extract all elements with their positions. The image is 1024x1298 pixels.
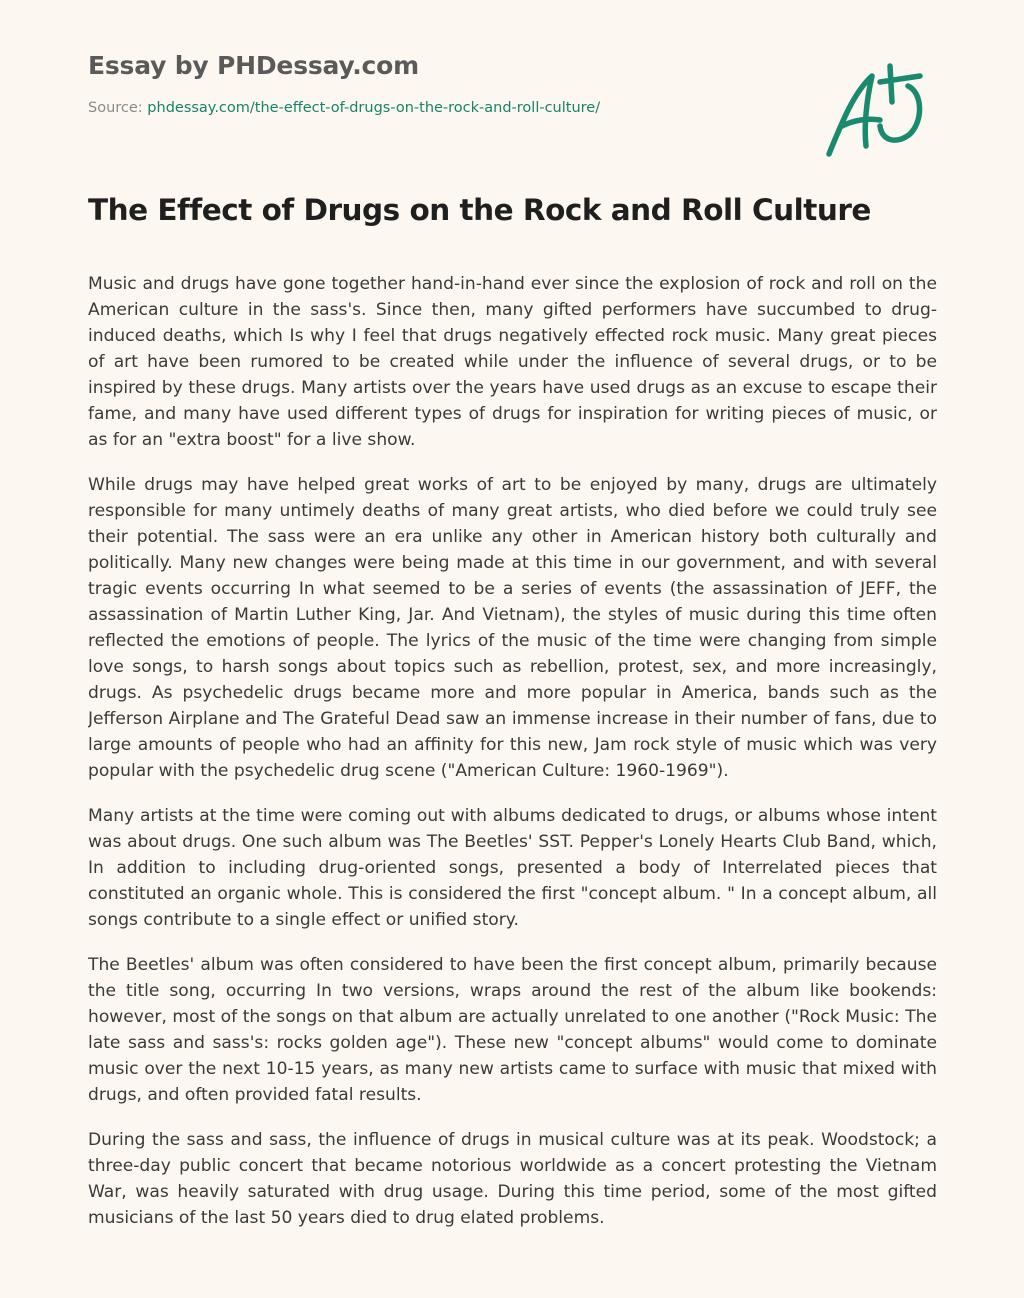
essay-body xyxy=(88,271,937,1253)
essay-paragraph: Music and drugs have gone together hand-in-hand ever since the explosion of rock and roll on the American culture in the sass's. Since then, many gifted performers have succumbed to drug-induced deaths, which Is why I feel that drugs negatively effected rock music. Many great pieces of art have been rumored to be created while under the influence of several drugs, or to be inspired by these drugs. Many artists over the years have used drugs as an excuse to escape their fame, and many have used different types of drugs for inspiration for writing pieces of music, or as for an "extra boost" for a live show. xyxy=(88,274,937,450)
a-plus-grade-logo-icon xyxy=(820,62,930,162)
site-brand: Essay by PHDessay.com xyxy=(88,51,419,80)
essay-title: The Effect of Drugs on the Rock and Roll Culture xyxy=(88,193,871,227)
source-line xyxy=(88,98,788,118)
essay-paragraph: While drugs may have helped great works of art to be enjoyed by many, drugs are ultimately responsible for many untimely deaths of many great artists, who died before we could truly see their potential. The sass were an era unlike any other in American history both culturally and politically. Many new changes were being made at this time in our government, and with several tragic events occurring In what seemed to be a series of events (the assassination of JEFF, the assassination of Martin Luther King, Jar. And Vietnam), the styles of music during this time often reflected the emotions of people. The lyrics of the music of the time were changing from simple love songs, to harsh songs about topics such as rebellion, protest, sex, and more increasingly, drugs. As psychedelic drugs became more and more popular in America, bands such as the Jefferson Airplane and The Grateful Dead saw an immense increase in their number of fans, due to large amounts of people who had an affinity for this new, Jam rock style of music which was very popular with the psychedelic drug scene ("American Culture: 1960-1969"). xyxy=(88,475,937,781)
source-label: Source: xyxy=(88,100,148,116)
essay-paragraph: During the sass and sass, the influence of drugs in musical culture was at its peak. Woodstock; a three-day public concert that became notorious worldwide as a concert protesting the Vietnam War, was heavily saturated with drug usage. During this time period, some of the most gifted musicians of the last 50 years died to drug elated problems. xyxy=(88,1130,937,1228)
essay-paragraph: The Beetles' album was often considered to have been the first concept album, primarily because the title song, occurring In two versions, wraps around the rest of the album like bookends: however, most of the songs on that album are actually unrelated to one another ("Rock Music: The late sass and sass's: rocks golden age"). These new "concept albums" would come to dominate music over the next 10-15 years, as many new artists came to surface with music that mixed with drugs, and often provided fatal results. xyxy=(88,955,937,1105)
essay-paragraph: Many artists at the time were coming out with albums dedicated to drugs, or albums whose intent was about drugs. One such album was The Beetles' SST. Pepper's Lonely Hearts Club Band, which, In addition to including drug-oriented songs, presented a body of Interrelated pieces that constituted an organic whole. This is considered the first "concept album. " In a concept album, all songs contribute to a single effect or unified story. xyxy=(88,806,937,930)
header xyxy=(88,48,788,118)
source-link[interactable]: phdessay.com/the-effect-of-drugs-on-the-rock-and-roll-culture/ xyxy=(147,100,601,116)
